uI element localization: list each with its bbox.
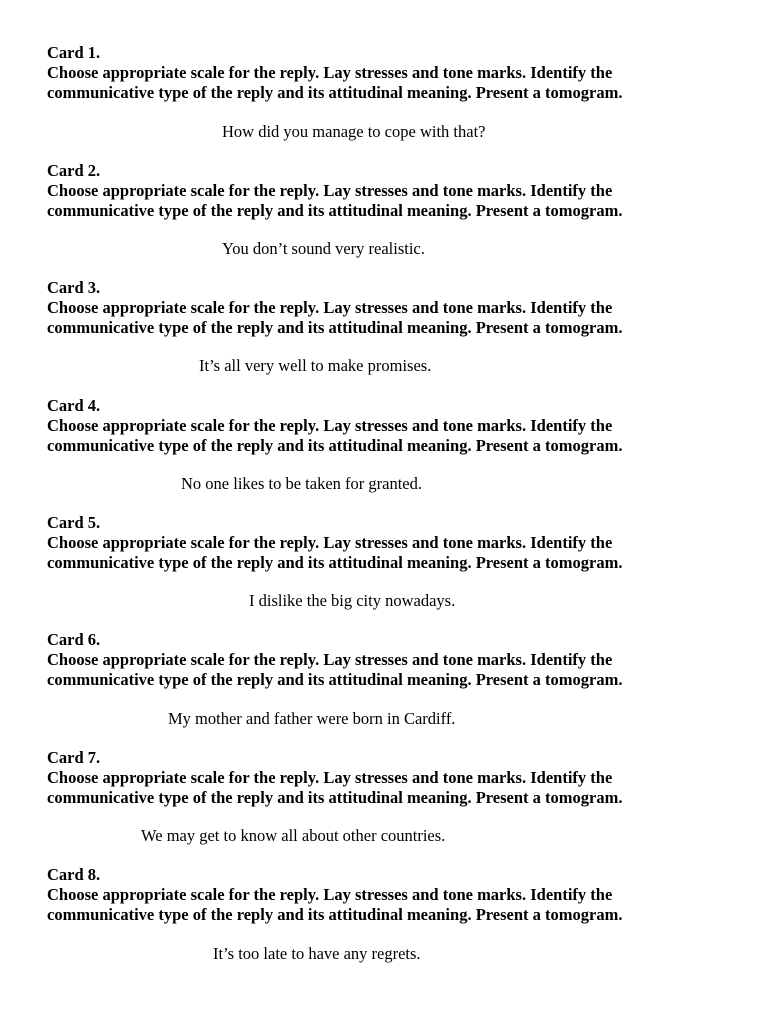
instruction-line-2: communicative type of the reply and its attitudinal meaning. Present a tomogram. (47, 200, 623, 220)
card-1 (47, 43, 737, 102)
card-instruction (47, 650, 737, 689)
instruction-line-1: Choose appropriate scale for the reply. Lay stresses and tone marks. Identify the (47, 650, 613, 669)
card-4 (47, 396, 737, 455)
instruction-line-1: Choose appropriate scale for the reply. Lay stresses and tone marks. Identify the (47, 885, 613, 904)
card-title: Card 3. (47, 278, 101, 297)
card-8 (47, 865, 737, 924)
instruction-line-1: Choose appropriate scale for the reply. Lay stresses and tone marks. Identify the (47, 768, 613, 787)
card-8-reply: It’s too late to have any regrets. (213, 944, 421, 963)
instruction-line-2: communicative type of the reply and its attitudinal meaning. Present a tomogram. (47, 904, 623, 924)
card-6-reply: My mother and father were born in Cardiff. (168, 709, 456, 728)
instruction-line-1: Choose appropriate scale for the reply. Lay stresses and tone marks. Identify the (47, 533, 613, 552)
card-title: Card 4. (47, 396, 101, 415)
instruction-line-2: communicative type of the reply and its attitudinal meaning. Present a tomogram. (47, 669, 623, 689)
card-instruction (47, 181, 737, 220)
card-instruction (47, 416, 737, 455)
instruction-line-2: communicative type of the reply and its attitudinal meaning. Present a tomogram. (47, 435, 623, 455)
card-instruction (47, 63, 737, 102)
card-5-reply: I dislike the big city nowadays. (249, 591, 456, 610)
instruction-line-1: Choose appropriate scale for the reply. Lay stresses and tone marks. Identify the (47, 416, 613, 435)
instruction-line-1: Choose appropriate scale for the reply. Lay stresses and tone marks. Identify the (47, 63, 613, 82)
instruction-line-2: communicative type of the reply and its attitudinal meaning. Present a tomogram. (47, 552, 623, 572)
card-instruction (47, 298, 737, 337)
card-4-reply: No one likes to be taken for granted. (181, 474, 423, 493)
card-1-reply: How did you manage to cope with that? (222, 122, 486, 141)
instruction-line-2: communicative type of the reply and its attitudinal meaning. Present a tomogram. (47, 317, 623, 337)
card-title: Card 7. (47, 748, 101, 767)
card-5 (47, 513, 737, 572)
card-7 (47, 748, 737, 807)
card-instruction (47, 768, 737, 807)
instruction-line-2: communicative type of the reply and its attitudinal meaning. Present a tomogram. (47, 82, 623, 102)
card-instruction (47, 885, 737, 924)
card-instruction (47, 533, 737, 572)
card-title: Card 1. (47, 43, 101, 62)
card-6 (47, 630, 737, 689)
instruction-line-2: communicative type of the reply and its attitudinal meaning. Present a tomogram. (47, 787, 623, 807)
card-title: Card 8. (47, 865, 101, 884)
instruction-line-1: Choose appropriate scale for the reply. Lay stresses and tone marks. Identify the (47, 181, 613, 200)
card-3 (47, 278, 737, 337)
instruction-line-1: Choose appropriate scale for the reply. Lay stresses and tone marks. Identify the (47, 298, 613, 317)
card-title: Card 5. (47, 513, 101, 532)
card-2 (47, 161, 737, 220)
card-title: Card 6. (47, 630, 101, 649)
card-3-reply: It’s all very well to make promises. (199, 356, 432, 375)
card-7-reply: We may get to know all about other countries. (141, 826, 446, 845)
card-title: Card 2. (47, 161, 101, 180)
card-2-reply: You don’t sound very realistic. (222, 239, 425, 258)
